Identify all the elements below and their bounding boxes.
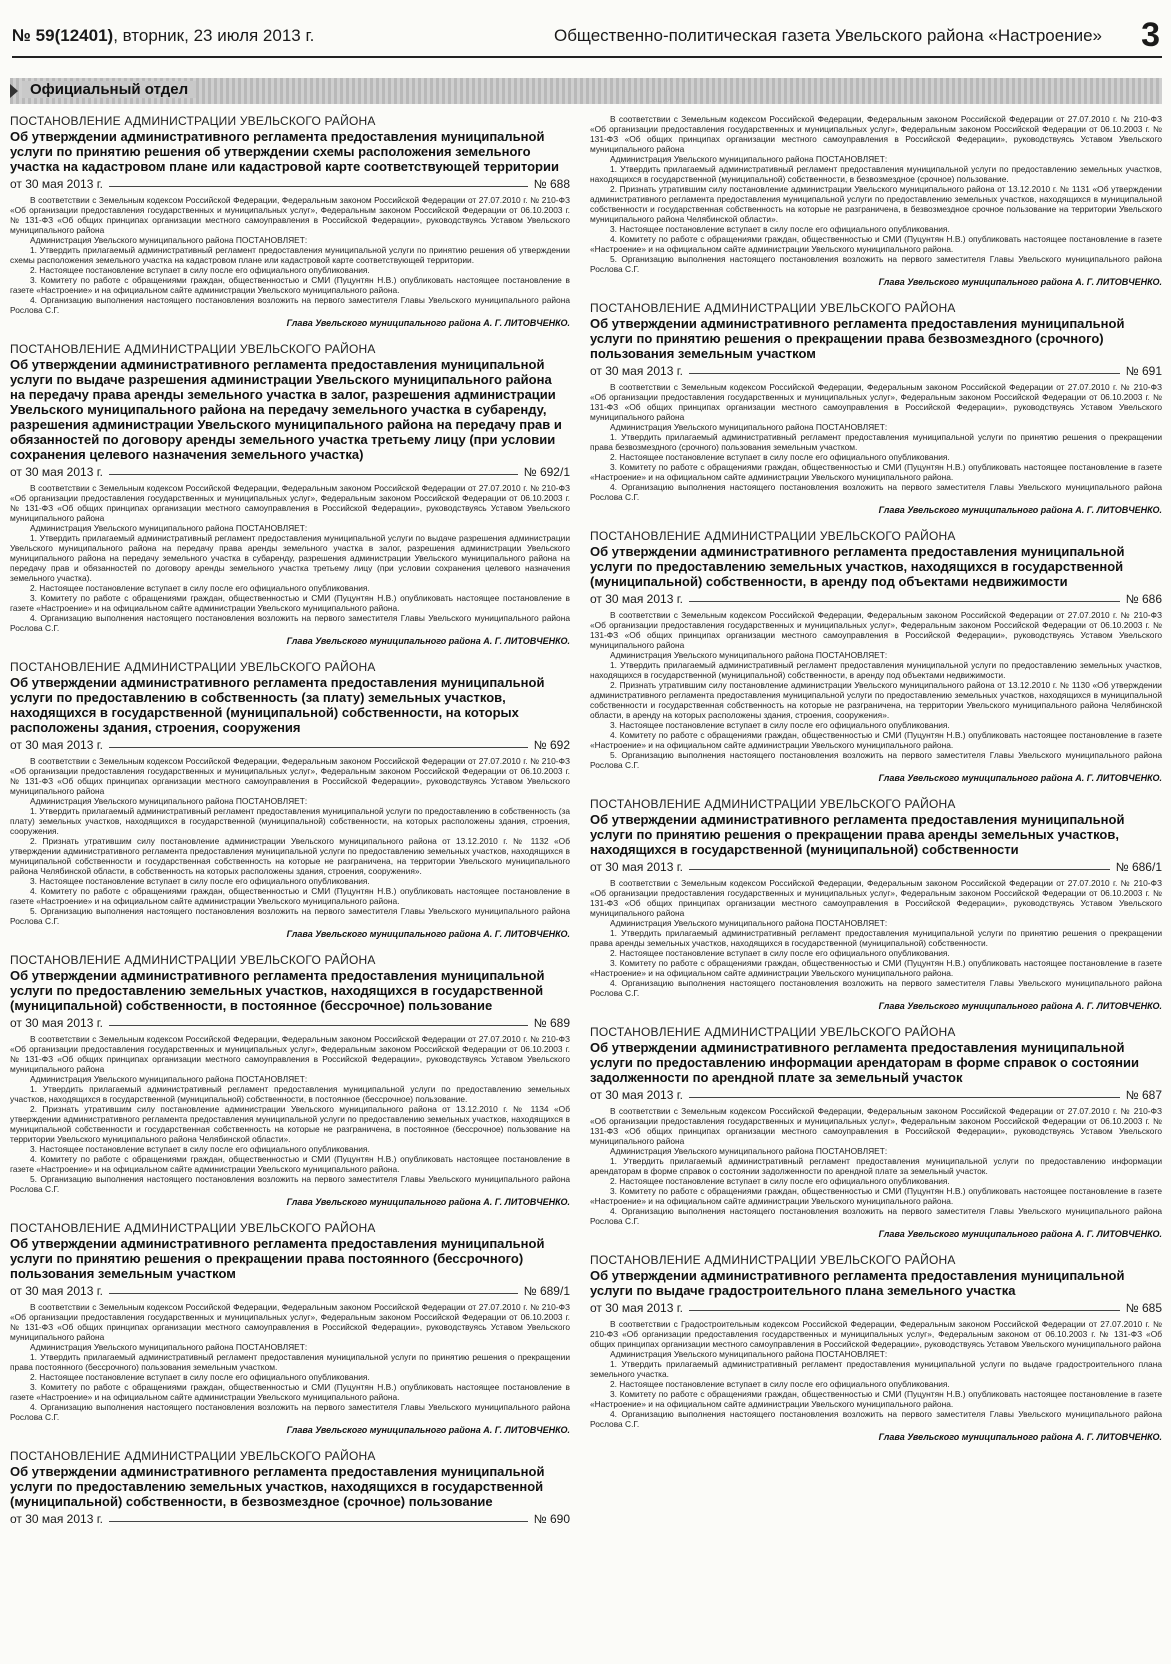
decree-block — [590, 1025, 1162, 1239]
decree-title: Об утверждении административного регламента предоставления муниципальной услуги по выдаче градостроительного плана земельного участка — [590, 1268, 1125, 1298]
decree-paragraph: 4. Организацию выполнения настоящего постановления возложить на первого заместителя Главы Увельского муниципального района Рослова С.Г. — [10, 1402, 570, 1422]
decree-number: № 691 — [1125, 364, 1162, 378]
dateline-rule — [689, 869, 1110, 870]
decree-paragraph: В соответствии с Земельным кодексом Российской Федерации, Федеральным законом Российской Федерации от 27.07.2010 г. № 210-ФЗ «Об организации предоставления государственных и муниципальных услуг», Федеральным законом Российской Федерации от 06.10.2003 г. № 131-ФЗ «Об общих принципах организации местного самоуправления в Российской Федерации», руководствуясь Уставом Увельского муниципального района — [10, 1034, 570, 1074]
decree-paragraph: 4. Организацию выполнения настоящего постановления возложить на первого заместителя Главы Увельского муниципального района Рослова С.Г. — [590, 1409, 1162, 1429]
decree-paragraph: 2. Настоящее постановление вступает в силу после его официального опубликования. — [30, 265, 370, 275]
arrow-right-icon — [10, 84, 18, 98]
decree-paragraph: 1. Утвердить прилагаемый административный регламент предоставления муниципальной услуги по принятию решения о прекращении права аренды земельных участков, находящихся в государственной (муниципальной) собственности. — [590, 928, 1162, 948]
decree-block — [10, 1449, 570, 1526]
decree-body — [10, 1302, 570, 1422]
decree-paragraph: Администрация Увельского муниципального района ПОСТАНОВЛЯЕТ: — [610, 650, 888, 660]
decree-paragraph: В соответствии с Земельным кодексом Российской Федерации, Федеральным законом Российской Федерации от 27.07.2010 г. № 210-ФЗ «Об организации предоставления государственных и муниципальных услуг», Федеральным законом Российской Федерации от 06.10.2003 г. № 131-ФЗ «Об общих принципах организации местного самоуправления в Российской Федерации», руководствуясь Уставом Увельского муниципального района — [590, 1106, 1162, 1146]
decree-paragraph: 3. Настоящее постановление вступает в силу после его официального опубликования. — [610, 720, 950, 730]
decree-number: № 686/1 — [1115, 860, 1162, 874]
decree-kind: ПОСТАНОВЛЕНИЕ АДМИНИСТРАЦИИ УВЕЛЬСКОГО РАЙОНА — [10, 342, 376, 356]
decree-number: № 689 — [533, 1016, 570, 1030]
issue-date: , вторник, 23 июля 2013 г. — [113, 26, 315, 45]
decree-paragraph: 4. Организацию выполнения настоящего постановления возложить на первого заместителя Главы Увельского муниципального района Рослова С.Г. — [590, 978, 1162, 998]
decree-block — [590, 797, 1162, 1011]
decree-paragraph: В соответствии с Земельным кодексом Российской Федерации, Федеральным законом Российской Федерации от 27.07.2010 г. № 210-ФЗ «Об организации предоставления государственных и муниципальных услуг», Федеральным законом Российской Федерации от 06.10.2003 г. № 131-ФЗ «Об общих принципах организации местного самоуправления в Российской Федерации», руководствуясь Уставом Увельского муниципального района — [590, 114, 1162, 154]
decree-paragraph: 2. Настоящее постановление вступает в силу после его официального опубликования. — [610, 948, 950, 958]
decree-signature: Глава Увельского муниципального района А. Г. ЛИТОВЧЕНКО. — [286, 929, 570, 939]
decree-paragraph: Администрация Увельского муниципального района ПОСТАНОВЛЯЕТ: — [610, 918, 888, 928]
decree-date: от 30 мая 2013 г. — [10, 177, 103, 191]
page-number: 3 — [1141, 16, 1160, 54]
decree-title: Об утверждении административного регламента предоставления муниципальной услуги по принятию решения о прекращении права постоянного (бессрочного) пользования земельным участком — [10, 1236, 545, 1281]
decree-paragraph: 3. Настоящее постановление вступает в силу после его официального опубликования. — [610, 224, 950, 234]
decree-paragraph: В соответствии с Земельным кодексом Российской Федерации, Федеральным законом Российской Федерации от 27.07.2010 г. № 210-ФЗ «Об организации предоставления государственных и муниципальных услуг», Федеральным законом Российской Федерации от 06.10.2003 г. № 131-ФЗ «Об общих принципах организации местного самоуправления в Российской Федерации», руководствуясь Уставом Увельского муниципального района — [590, 610, 1162, 650]
decree-kind: ПОСТАНОВЛЕНИЕ АДМИНИСТРАЦИИ УВЕЛЬСКОГО РАЙОНА — [10, 1221, 376, 1235]
decree-signature: Глава Увельского муниципального района А. Г. ЛИТОВЧЕНКО. — [878, 1001, 1162, 1011]
decree-dateline — [590, 592, 1162, 606]
decree-paragraph: 2. Признать утратившим силу постановление администрации Увельского муниципального района от 13.12.2010 г. № 1132 «Об утверждении административного регламента предоставления муниципальной услуги по предоставлению земельных участков, находящихся в муниципальной собственности и государственная собственность на которые не разграничена, на территории Увельского муниципального района Челябинской области, в собственность на которых расположены здания, строения, сооружения». — [10, 836, 570, 876]
decree-paragraph: 1. Утвердить прилагаемый административный регламент предоставления муниципальной услуги по принятию решения о прекращении права постоянного (бессрочного) пользования земельным участком. — [10, 1352, 570, 1372]
decree-date: от 30 мая 2013 г. — [10, 738, 103, 752]
decree-paragraph: 4. Комитету по работе с обращениями граждан, общественностью и СМИ (Пуцунтян Н.В.) опубликовать настоящее постановление в газете «Настроение» и на официальном сайте администрации Увельского муниципального района. — [10, 886, 570, 906]
decree-title: Об утверждении административного регламента предоставления муниципальной услуги по предоставлению в собственность (за плату) земельных участков, находящихся в государственной (муниципальной) собственности, на которых расположены здания, строения, сооружения — [10, 675, 545, 735]
decree-paragraph: 1. Утвердить прилагаемый административный регламент предоставления муниципальной услуги по предоставлению в собственность (за плату) земельных участков, находящихся в государственной (муниципальной) собственности, на которых расположены здания, строения, сооружения. — [10, 806, 570, 836]
decree-paragraph: 1. Утвердить прилагаемый административный регламент предоставления муниципальной услуги по принятию решения об утверждении схемы расположения земельного участка на кадастровом плане или кадастровой карте соответствующей территории. — [10, 245, 570, 265]
decree-title: Об утверждении административного регламента предоставления муниципальной услуги по предоставлению земельных участков, находящихся в государственной (муниципальной) собственности, в безвозмездное (срочное) пользование — [10, 1464, 545, 1509]
decree-block — [590, 529, 1162, 783]
decree-block — [10, 1221, 570, 1435]
decree-paragraph: Администрация Увельского муниципального района ПОСТАНОВЛЯЕТ: — [30, 235, 308, 245]
decree-block — [10, 114, 570, 328]
decree-dateline — [590, 364, 1162, 378]
decree-dateline — [590, 860, 1162, 874]
decree-paragraph: 1. Утвердить прилагаемый административный регламент предоставления муниципальной услуги по предоставлению информации арендаторам в форме справок о состоянии задолженности по арендной плате за земельный участок. — [590, 1156, 1162, 1176]
decree-paragraph: 3. Комитету по работе с обращениями граждан, общественностью и СМИ (Пуцунтян Н.В.) опубликовать настоящее постановление в газете «Настроение» и на официальном сайте администрации Увельского муниципального района. — [590, 958, 1162, 978]
decree-paragraph: 3. Комитету по работе с обращениями граждан, общественностью и СМИ (Пуцунтян Н.В.) опубликовать настоящее постановление в газете «Настроение» и на официальном сайте администрации Увельского муниципального района. — [10, 593, 570, 613]
decree-paragraph: 1. Утвердить прилагаемый административный регламент предоставления муниципальной услуги по выдаче разрешения администрации Увельского муниципального района на передачу права аренды земельного участка в залог, разрешения администрации Увельского муниципального района на передачу земельного участка в субаренду, разрешения администрации Увельского муниципального района на передачу прав и обязанностей по договору аренды земельного участка третьему лицу (при условии сохранения целевого назначения земельного участка). — [10, 533, 570, 583]
decree-paragraph: В соответствии с Земельным кодексом Российской Федерации, Федеральным законом Российской Федерации от 27.07.2010 г. № 210-ФЗ «Об организации предоставления государственных и муниципальных услуг», Федеральным законом Российской Федерации от 06.10.2003 г. № 131-ФЗ «Об общих принципах организации местного самоуправления в Российской Федерации», руководствуясь Уставом Увельского муниципального района — [10, 195, 570, 235]
decree-block — [590, 1253, 1162, 1442]
dateline-rule — [689, 601, 1120, 602]
section-bar — [10, 78, 1162, 104]
decree-paragraph: 1. Утвердить прилагаемый административный регламент предоставления муниципальной услуги по предоставлению земельных участков, находящихся в государственной (муниципальной) собственности, в постоянное (бессрочное) пользование. — [10, 1084, 570, 1104]
left-column — [10, 114, 570, 1659]
decree-paragraph: 2. Признать утратившим силу постановление администрации Увельского муниципального района от 13.12.2010 г. № 1130 «Об утверждении административного регламента предоставления муниципальной услуги по предоставлению земельных участков, находящихся в муниципальной собственности и государственная собственность на которые не разграничена, на территории Увельского муниципального района Челябинской области, в аренду на которых расположены здания, строения, сооружения». — [590, 680, 1162, 720]
decree-title: Об утверждении административного регламента предоставления муниципальной услуги по принятию решения о прекращении права аренды земельных участков, находящихся в государственной (муниципальной) собственности — [590, 812, 1125, 857]
decree-number: № 685 — [1125, 1301, 1162, 1315]
decree-dateline — [10, 1512, 570, 1526]
decree-paragraph: В соответствии с Земельным кодексом Российской Федерации, Федеральным законом Российской Федерации от 27.07.2010 г. № 210-ФЗ «Об организации предоставления государственных и муниципальных услуг», Федеральным законом Российской Федерации от 06.10.2003 г. № 131-ФЗ «Об общих принципах организации местного самоуправления в Российской Федерации», руководствуясь Уставом Увельского муниципального района — [590, 382, 1162, 422]
dateline-rule — [109, 1293, 518, 1294]
decree-body — [590, 114, 1162, 274]
decree-kind: ПОСТАНОВЛЕНИЕ АДМИНИСТРАЦИИ УВЕЛЬСКОГО РАЙОНА — [10, 1449, 376, 1463]
decree-paragraph: 5. Организацию выполнения настоящего постановления возложить на первого заместителя Главы Увельского муниципального района Рослова С.Г. — [590, 254, 1162, 274]
decree-paragraph: 4. Организацию выполнения настоящего постановления возложить на первого заместителя Главы Увельского муниципального района Рослова С.Г. — [10, 295, 570, 315]
decree-kind: ПОСТАНОВЛЕНИЕ АДМИНИСТРАЦИИ УВЕЛЬСКОГО РАЙОНА — [10, 114, 376, 128]
decree-paragraph: 2. Признать утратившим силу постановление администрации Увельского муниципального района от 13.12.2010 г. № 1134 «Об утверждении административного регламента предоставления муниципальной услуги по предоставлению земельных участков, находящихся в муниципальной собственности и государственная собственность на которые не разграничена, в постоянное (бессрочное) пользование на территории Увельского муниципального района Челябинской области». — [10, 1104, 570, 1144]
decree-block — [10, 953, 570, 1207]
decree-dateline — [590, 1088, 1162, 1102]
decree-signature: Глава Увельского муниципального района А. Г. ЛИТОВЧЕНКО. — [878, 277, 1162, 287]
decree-paragraph: 3. Комитету по работе с обращениями граждан, общественностью и СМИ (Пуцунтян Н.В.) опубликовать настоящее постановление в газете «Настроение» и на официальном сайте администрации Увельского муниципального района. — [590, 462, 1162, 482]
decree-body — [10, 756, 570, 926]
decree-paragraph: 4. Комитету по работе с обращениями граждан, общественностью и СМИ (Пуцунтян Н.В.) опубликовать настоящее постановление в газете «Настроение» и на официальном сайте администрации Увельского муниципального района. — [10, 1154, 570, 1174]
dateline-rule — [109, 1025, 528, 1026]
decree-body — [10, 195, 570, 315]
decree-paragraph: 5. Организацию выполнения настоящего постановления возложить на первого заместителя Главы Увельского муниципального района Рослова С.Г. — [10, 1174, 570, 1194]
decree-kind: ПОСТАНОВЛЕНИЕ АДМИНИСТРАЦИИ УВЕЛЬСКОГО РАЙОНА — [590, 1253, 956, 1267]
decree-paragraph: 4. Комитету по работе с обращениями граждан, общественностью и СМИ (Пуцунтян Н.В.) опубликовать настоящее постановление в газете «Настроение» и на официальном сайте администрации Увельского муниципального района. — [590, 730, 1162, 750]
decree-date: от 30 мая 2013 г. — [10, 1284, 103, 1298]
decree-paragraph: 3. Комитету по работе с обращениями граждан, общественностью и СМИ (Пуцунтян Н.В.) опубликовать настоящее постановление в газете «Настроение» и на официальном сайте администрации Увельского муниципального района. — [10, 1382, 570, 1402]
newspaper-title: Общественно-политическая газета Увельского района «Настроение» — [553, 26, 1102, 45]
decree-date: от 30 мая 2013 г. — [10, 1512, 103, 1526]
decree-paragraph: 1. Утвердить прилагаемый административный регламент предоставления муниципальной услуги по выдаче градостроительного плана земельного участка. — [590, 1359, 1162, 1379]
decree-dateline — [10, 465, 570, 479]
decree-body — [590, 382, 1162, 502]
issue-line — [12, 26, 314, 46]
decree-block — [590, 301, 1162, 515]
decree-dateline — [10, 177, 570, 191]
dateline-rule — [109, 747, 528, 748]
decree-paragraph: 1. Утвердить прилагаемый административный регламент предоставления муниципальной услуги по принятию решения о прекращении права безвозмездного (срочного) пользования земельным участком. — [590, 432, 1162, 452]
decree-paragraph: 2. Настоящее постановление вступает в силу после его официального опубликования. — [610, 1176, 950, 1186]
decree-signature: Глава Увельского муниципального района А. Г. ЛИТОВЧЕНКО. — [286, 1425, 570, 1435]
decree-number: № 688 — [533, 177, 570, 191]
decree-number: № 692/1 — [523, 465, 570, 479]
decree-title: Об утверждении административного регламента предоставления муниципальной услуги по принятию решения о прекращении права безвозмездного (срочного) пользования земельным участком — [590, 316, 1125, 361]
section-label: Официальный отдел — [22, 81, 196, 98]
decree-paragraph: 1. Утвердить прилагаемый административный регламент предоставления муниципальной услуги по предоставлению земельных участков, находящихся в государственной (муниципальной) собственности, в безвозмездное (срочное) пользование. — [590, 164, 1162, 184]
decree-kind: ПОСТАНОВЛЕНИЕ АДМИНИСТРАЦИИ УВЕЛЬСКОГО РАЙОНА — [590, 797, 956, 811]
decree-paragraph: 3. Настоящее постановление вступает в силу после его официального опубликования. — [30, 1144, 370, 1154]
decree-date: от 30 мая 2013 г. — [10, 465, 103, 479]
decree-date: от 30 мая 2013 г. — [590, 592, 683, 606]
decree-paragraph: Администрация Увельского муниципального района ПОСТАНОВЛЯЕТ: — [610, 154, 888, 164]
decree-paragraph: Администрация Увельского муниципального района ПОСТАНОВЛЯЕТ: — [610, 1146, 888, 1156]
decree-title: Об утверждении административного регламента предоставления муниципальной услуги по принятию решения об утверждении схемы расположения земельного участка на кадастровом плане или кадастровой карте соответствующей территории — [10, 129, 559, 174]
decree-number: № 692 — [533, 738, 570, 752]
decree-signature: Глава Увельского муниципального района А. Г. ЛИТОВЧЕНКО. — [286, 318, 570, 328]
decree-number: № 687 — [1125, 1088, 1162, 1102]
decree-number: № 689/1 — [523, 1284, 570, 1298]
decree-paragraph: Администрация Увельского муниципального района ПОСТАНОВЛЯЕТ: — [610, 1349, 888, 1359]
decree-date: от 30 мая 2013 г. — [590, 1301, 683, 1315]
decree-kind: ПОСТАНОВЛЕНИЕ АДМИНИСТРАЦИИ УВЕЛЬСКОГО РАЙОНА — [10, 660, 376, 674]
decree-paragraph: В соответствии с Земельным кодексом Российской Федерации, Федеральным законом Российской Федерации от 27.07.2010 г. № 210-ФЗ «Об организации предоставления государственных и муниципальных услуг», Федеральным законом Российской Федерации от 06.10.2003 г. № 131-ФЗ «Об общих принципах организации местного самоуправления в Российской Федерации», руководствуясь Уставом Увельского муниципального района — [590, 878, 1162, 918]
dateline-rule — [689, 1310, 1120, 1311]
dateline-rule — [109, 474, 518, 475]
decree-signature: Глава Увельского муниципального района А. Г. ЛИТОВЧЕНКО. — [878, 1229, 1162, 1239]
decree-paragraph: 2. Настоящее постановление вступает в силу после его официального опубликования. — [610, 452, 950, 462]
decree-paragraph: 3. Комитету по работе с обращениями граждан, общественностью и СМИ (Пуцунтян Н.В.) опубликовать настоящее постановление в газете «Настроение» и на официальном сайте администрации Увельского муниципального района. — [590, 1186, 1162, 1206]
decree-paragraph: 4. Организацию выполнения настоящего постановления возложить на первого заместителя Главы Увельского муниципального района Рослова С.Г. — [10, 613, 570, 633]
decree-paragraph: 4. Организацию выполнения настоящего постановления возложить на первого заместителя Главы Увельского муниципального района Рослова С.Г. — [590, 1206, 1162, 1226]
decree-date: от 30 мая 2013 г. — [590, 1088, 683, 1102]
decree-paragraph: Администрация Увельского муниципального района ПОСТАНОВЛЯЕТ: — [30, 796, 308, 806]
decree-dateline — [10, 738, 570, 752]
decree-body — [590, 1319, 1162, 1429]
decree-signature: Глава Увельского муниципального района А. Г. ЛИТОВЧЕНКО. — [878, 505, 1162, 515]
decree-signature: Глава Увельского муниципального района А. Г. ЛИТОВЧЕНКО. — [878, 1432, 1162, 1442]
decree-paragraph: 2. Настоящее постановление вступает в силу после его официального опубликования. — [30, 583, 370, 593]
decree-title: Об утверждении административного регламента предоставления муниципальной услуги по выдаче разрешения администрации Увельского муниципального района на передачу права аренды земельного участка в залог, разрешения администрации Увельского муниципального района на передачу земельного участка в субаренду, разрешения администрации Увельского муниципального района на передачу прав и обязанностей по договору аренды земельного участка третьему лицу (при условии сохранения целевого назначения земельного участка) — [10, 357, 562, 462]
decree-paragraph: Администрация Увельского муниципального района ПОСТАНОВЛЯЕТ: — [30, 523, 308, 533]
decree-body — [10, 1034, 570, 1194]
decree-dateline — [590, 1301, 1162, 1315]
decree-paragraph: 5. Организацию выполнения настоящего постановления возложить на первого заместителя Главы Увельского муниципального района Рослова С.Г. — [10, 906, 570, 926]
decree-title: Об утверждении административного регламента предоставления муниципальной услуги по предоставлению земельных участков, находящихся в государственной (муниципальной) собственности, в аренду под объектами недвижимости — [590, 544, 1125, 589]
decree-signature: Глава Увельского муниципального района А. Г. ЛИТОВЧЕНКО. — [286, 636, 570, 646]
decree-paragraph: 4. Комитету по работе с обращениями граждан, общественностью и СМИ (Пуцунтян Н.В.) опубликовать настоящее постановление в газете «Настроение» и на официальном сайте администрации Увельского муниципального района. — [590, 234, 1162, 254]
issue-number: № 59(12401) — [12, 26, 114, 45]
right-column — [590, 114, 1162, 1659]
decree-date: от 30 мая 2013 г. — [10, 1016, 103, 1030]
decree-body — [590, 878, 1162, 998]
dateline-rule — [109, 186, 528, 187]
decree-kind: ПОСТАНОВЛЕНИЕ АДМИНИСТРАЦИИ УВЕЛЬСКОГО РАЙОНА — [590, 1025, 956, 1039]
decree-paragraph: В соответствии с Земельным кодексом Российской Федерации, Федеральным законом Российской Федерации от 27.07.2010 г. № 210-ФЗ «Об организации предоставления государственных и муниципальных услуг», Федеральным законом Российской Федерации от 06.10.2003 г. № 131-ФЗ «Об общих принципах организации местного самоуправления в Российской Федерации», руководствуясь Уставом Увельского муниципального района — [10, 483, 570, 523]
decree-paragraph: 2. Настоящее постановление вступает в силу после его официального опубликования. — [30, 1372, 370, 1382]
decree-paragraph: Администрация Увельского муниципального района ПОСТАНОВЛЯЕТ: — [30, 1074, 308, 1084]
decree-paragraph: 2. Настоящее постановление вступает в силу после его официального опубликования. — [610, 1379, 950, 1389]
dateline-rule — [689, 1097, 1120, 1098]
decree-paragraph: 5. Организацию выполнения настоящего постановления возложить на первого заместителя Главы Увельского муниципального района Рослова С.Г. — [590, 750, 1162, 770]
decree-body — [10, 483, 570, 633]
decree-paragraph: В соответствии с Земельным кодексом Российской Федерации, Федеральным законом Российской Федерации от 27.07.2010 г. № 210-ФЗ «Об организации предоставления государственных и муниципальных услуг», Федеральным законом Российской Федерации от 06.10.2003 г. № 131-ФЗ «Об общих принципах организации местного самоуправления в Российской Федерации», руководствуясь Уставом Увельского муниципального района — [10, 1302, 570, 1342]
decree-paragraph: Администрация Увельского муниципального района ПОСТАНОВЛЯЕТ: — [30, 1342, 308, 1352]
decree-dateline — [10, 1284, 570, 1298]
decree-paragraph: В соответствии с Земельным кодексом Российской Федерации, Федеральным законом Российской Федерации от 27.07.2010 г. № 210-ФЗ «Об организации предоставления государственных и муниципальных услуг», Федеральным законом Российской Федерации от 06.10.2003 г. № 131-ФЗ «Об общих принципах организации местного самоуправления в Российской Федерации», руководствуясь Уставом Увельского муниципального района — [10, 756, 570, 796]
masthead — [12, 18, 1162, 58]
decree-paragraph: 2. Признать утратившим силу постановление администрации Увельского муниципального района от 13.12.2010 г. № 1131 «Об утверждении административного регламента предоставления муниципальной услуги по предоставлению земельных участков, находящихся в муниципальной собственности и государственная собственность на которые не разграничена, в безвозмездное срочное пользование на территории Увельского муниципального района Челябинской области». — [590, 184, 1162, 224]
decree-block — [10, 660, 570, 939]
dateline-rule — [109, 1521, 528, 1522]
decree-date: от 30 мая 2013 г. — [590, 364, 683, 378]
decree-block — [10, 342, 570, 646]
decree-dateline — [10, 1016, 570, 1030]
decree-block — [590, 114, 1162, 287]
decree-kind: ПОСТАНОВЛЕНИЕ АДМИНИСТРАЦИИ УВЕЛЬСКОГО РАЙОНА — [590, 529, 956, 543]
dateline-rule — [689, 373, 1120, 374]
decree-body — [590, 1106, 1162, 1226]
decree-signature: Глава Увельского муниципального района А. Г. ЛИТОВЧЕНКО. — [878, 773, 1162, 783]
decree-date: от 30 мая 2013 г. — [590, 860, 683, 874]
decree-title: Об утверждении административного регламента предоставления муниципальной услуги по предоставлению информации арендаторам в форме справок о состоянии задолженности по арендной плате за земельный участок — [590, 1040, 1140, 1085]
decree-paragraph: Администрация Увельского муниципального района ПОСТАНОВЛЯЕТ: — [610, 422, 888, 432]
decree-paragraph: 1. Утвердить прилагаемый административный регламент предоставления муниципальной услуги по предоставлению земельных участков, находящихся в государственной (муниципальной) собственности, в аренду под объектами недвижимости. — [590, 660, 1162, 680]
decree-signature: Глава Увельского муниципального района А. Г. ЛИТОВЧЕНКО. — [286, 1197, 570, 1207]
decree-kind: ПОСТАНОВЛЕНИЕ АДМИНИСТРАЦИИ УВЕЛЬСКОГО РАЙОНА — [10, 953, 376, 967]
decree-paragraph: 3. Настоящее постановление вступает в силу после его официального опубликования. — [30, 876, 370, 886]
decree-number: № 690 — [533, 1512, 570, 1526]
decree-body — [590, 610, 1162, 770]
decree-paragraph: 4. Организацию выполнения настоящего постановления возложить на первого заместителя Главы Увельского муниципального района Рослова С.Г. — [590, 482, 1162, 502]
decree-paragraph: В соответствии с Градостроительным кодексом Российской Федерации, Федеральным законом Российской Федерации от 27.07.2010 г. № 210-ФЗ «Об организации предоставления государственных и муниципальных услуг», Федеральным законом от 06.10.2003 г. № 131-ФЗ «Об общих принципах организации местного самоуправления в Российской Федерации», руководствуясь Уставом Увельского муниципального района — [590, 1319, 1162, 1349]
decree-paragraph: 3. Комитету по работе с обращениями граждан, общественностью и СМИ (Пуцунтян Н.В.) опубликовать настоящее постановление в газете «Настроение» и на официальном сайте администрации Увельского муниципального района. — [10, 275, 570, 295]
decree-title: Об утверждении административного регламента предоставления муниципальной услуги по предоставлению земельных участков, находящихся в государственной (муниципальной) собственности, в постоянное (бессрочное) пользование — [10, 968, 545, 1013]
decree-kind: ПОСТАНОВЛЕНИЕ АДМИНИСТРАЦИИ УВЕЛЬСКОГО РАЙОНА — [590, 301, 956, 315]
decree-paragraph: 3. Комитету по работе с обращениями граждан, общественностью и СМИ (Пуцунтян Н.В.) опубликовать настоящее постановление в газете «Настроение» и на официальном сайте администрации Увельского муниципального района. — [590, 1389, 1162, 1409]
decree-number: № 686 — [1125, 592, 1162, 606]
